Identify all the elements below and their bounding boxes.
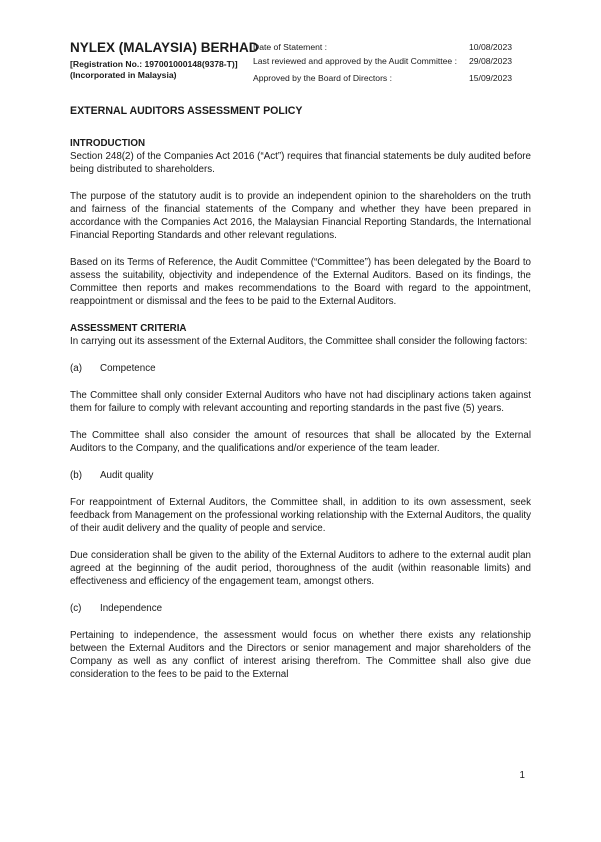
paragraph: The Committee shall also consider the amount of resources that shall be allocated by the External Auditors to the Company, and the qualifications and/or experience of the team leader. [70, 430, 531, 454]
section-introduction [70, 137, 531, 308]
statement-date-value: 10/08/2023 [469, 42, 513, 52]
criteria-item-c [70, 602, 531, 615]
paragraph: The Committee shall only consider External Auditors who have not had disciplinary actions taken against them for failure to comply with relevant accounting and reporting standards in the past five (5) years. [70, 390, 531, 414]
audit-committee-review-label: Last reviewed and approved by the Audit Committee : [253, 56, 457, 66]
criteria-item-a [70, 362, 531, 375]
paragraph: Section 248(2) of the Companies Act 2016 (“Act”) requires that financial statements be duly audited before being distributed to shareholders. [70, 151, 531, 175]
statement-date-row [253, 40, 531, 54]
paragraph: Pertaining to independence, the assessment would focus on whether there exists any relationship between the External Auditors and the Directors or senior management and major shareholders of the Company as well as any conflict of interest arising therefrom. The Committee shall also give due consideration to the fees to be paid to the External [70, 630, 531, 680]
section-heading-introduction: INTRODUCTION [70, 138, 146, 149]
audit-committee-review-row [253, 54, 531, 68]
board-approval-label: Approved by the Board of Directors : [253, 73, 393, 83]
paragraph: Due consideration shall be given to the ability of the External Auditors to adhere to the external audit plan agreed at the beginning of the audit period, thoroughness of the audit (within reasonable limits) and effectiveness and efficiency of the engagement team, amongst others. [70, 550, 531, 587]
item-marker: (a) [70, 363, 82, 374]
document-title: EXTERNAL AUDITORS ASSESSMENT POLICY [70, 105, 303, 117]
board-approval-value: 15/09/2023 [469, 73, 513, 83]
audit-committee-review-value: 29/08/2023 [469, 56, 513, 66]
approval-dates-block [253, 40, 531, 85]
document-header [70, 40, 531, 85]
item-marker: (b) [70, 470, 82, 481]
criteria-item-b [70, 469, 531, 482]
paragraph: In carrying out its assessment of the External Auditors, the Committee shall consider the following factors: [70, 336, 528, 347]
section-assessment-criteria [70, 322, 531, 348]
company-name: NYLEX (MALAYSIA) BERHAD [70, 40, 259, 55]
company-incorporation: (Incorporated in Malaysia) [70, 70, 177, 80]
page-number: 1 [519, 770, 525, 781]
item-title: Audit quality [100, 470, 154, 481]
item-title: Competence [100, 363, 156, 374]
paragraph: The purpose of the statutory audit is to provide an independent opinion to the shareholders on the truth and fairness of the financial statements of the Company and whether they have been prepared in accordance with the Companies Act 2016, the Malaysian Financial Reporting Standards, the International Financial Reporting Standards and other relevant regulations. [70, 191, 531, 241]
paragraph: Based on its Terms of Reference, the Audit Committee (“Committee”) has been delegated by the Board to assess the suitability, objectivity and independence of the External Auditors. Based on its findings, the Committee then reports and makes recommendations to the Board with regard to the appointment, reappointment or dismissal and the fees to be paid to the External Auditors. [70, 257, 531, 307]
section-heading-assessment-criteria: ASSESSMENT CRITERIA [70, 323, 187, 334]
company-block [70, 40, 259, 85]
board-approval-row [253, 71, 531, 85]
item-title: Independence [100, 603, 163, 614]
criteria-list [70, 362, 531, 681]
company-registration-number: [Registration No.: 197001000148(9378-T)] [70, 59, 238, 69]
paragraph: For reappointment of External Auditors, the Committee shall, in addition to its own assessment, seek feedback from Management on the professional working relationship with the External Auditors, the quality of their audit delivery and the quality of people and service. [70, 497, 531, 534]
item-marker: (c) [70, 603, 82, 614]
statement-date-label: Date of Statement : [253, 42, 328, 52]
